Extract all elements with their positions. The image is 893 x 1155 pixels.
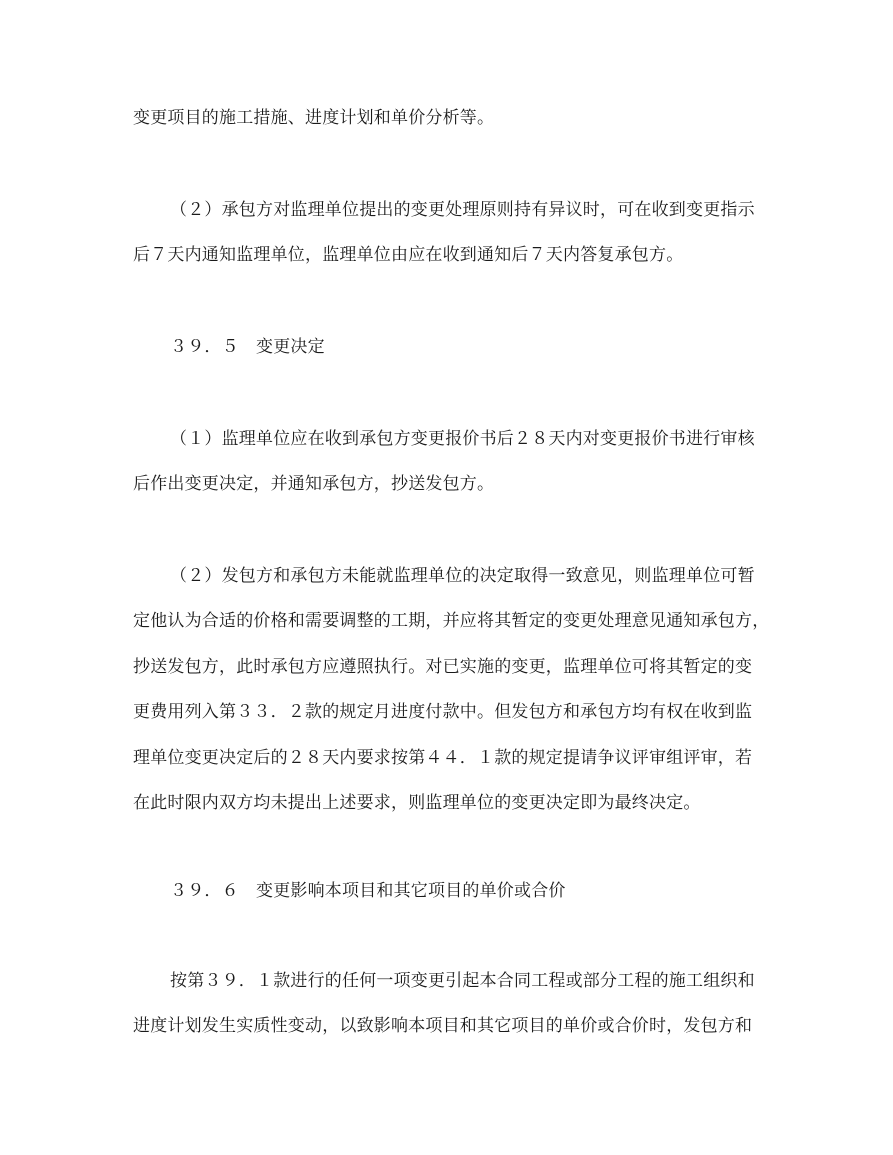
paragraph-line: 变更项目的施工措施、进度计划和单价分析等。	[133, 108, 495, 128]
section-heading: ３９．５ 变更决定	[170, 337, 325, 357]
paragraph-line: 后作出变更决定，并通知承包方，抄送发包方。	[133, 474, 495, 494]
paragraph-line: 后７天内通知监理单位，监理单位由应在收到通知后７天内答复承包方。	[133, 245, 684, 265]
paragraph-line: 在此时限内双方均未提出上述要求，则监理单位的变更决定即为最终决定。	[133, 793, 701, 813]
paragraph-line: （１）监理单位应在收到承包方变更报价书后２８天内对变更报价书进行审核	[170, 429, 755, 449]
paragraph-line: 抄送发包方，此时承包方应遵照执行。对已实施的变更，监理单位可将其暂定的变	[133, 657, 753, 677]
paragraph-line: 理单位变更决定后的２８天内要求按第４４．１款的规定提请争议评审组评审，若	[133, 748, 753, 768]
paragraph-line: 定他认为合适的价格和需要调整的工期，并应将其暂定的变更处理意见通知承包方，	[133, 611, 770, 631]
paragraph-line: 进度计划发生实质性变动，以致影响本项目和其它项目的单价或合价时，发包方和	[133, 1016, 753, 1036]
paragraph-line: （２）承包方对监理单位提出的变更处理原则持有异议时，可在收到变更指示	[170, 200, 755, 220]
section-heading: ３９．６ 变更影响本项目和其它项目的单价或合价	[170, 881, 566, 901]
paragraph-line: 按第３９．１款进行的任何一项变更引起本合同工程或部分工程的施工组织和	[170, 971, 755, 991]
paragraph-line: （２）发包方和承包方未能就监理单位的决定取得一致意见，则监理单位可暂	[170, 566, 755, 586]
paragraph-line: 更费用列入第３３．２款的规定月进度付款中。但发包方和承包方均有权在收到监	[133, 702, 753, 722]
